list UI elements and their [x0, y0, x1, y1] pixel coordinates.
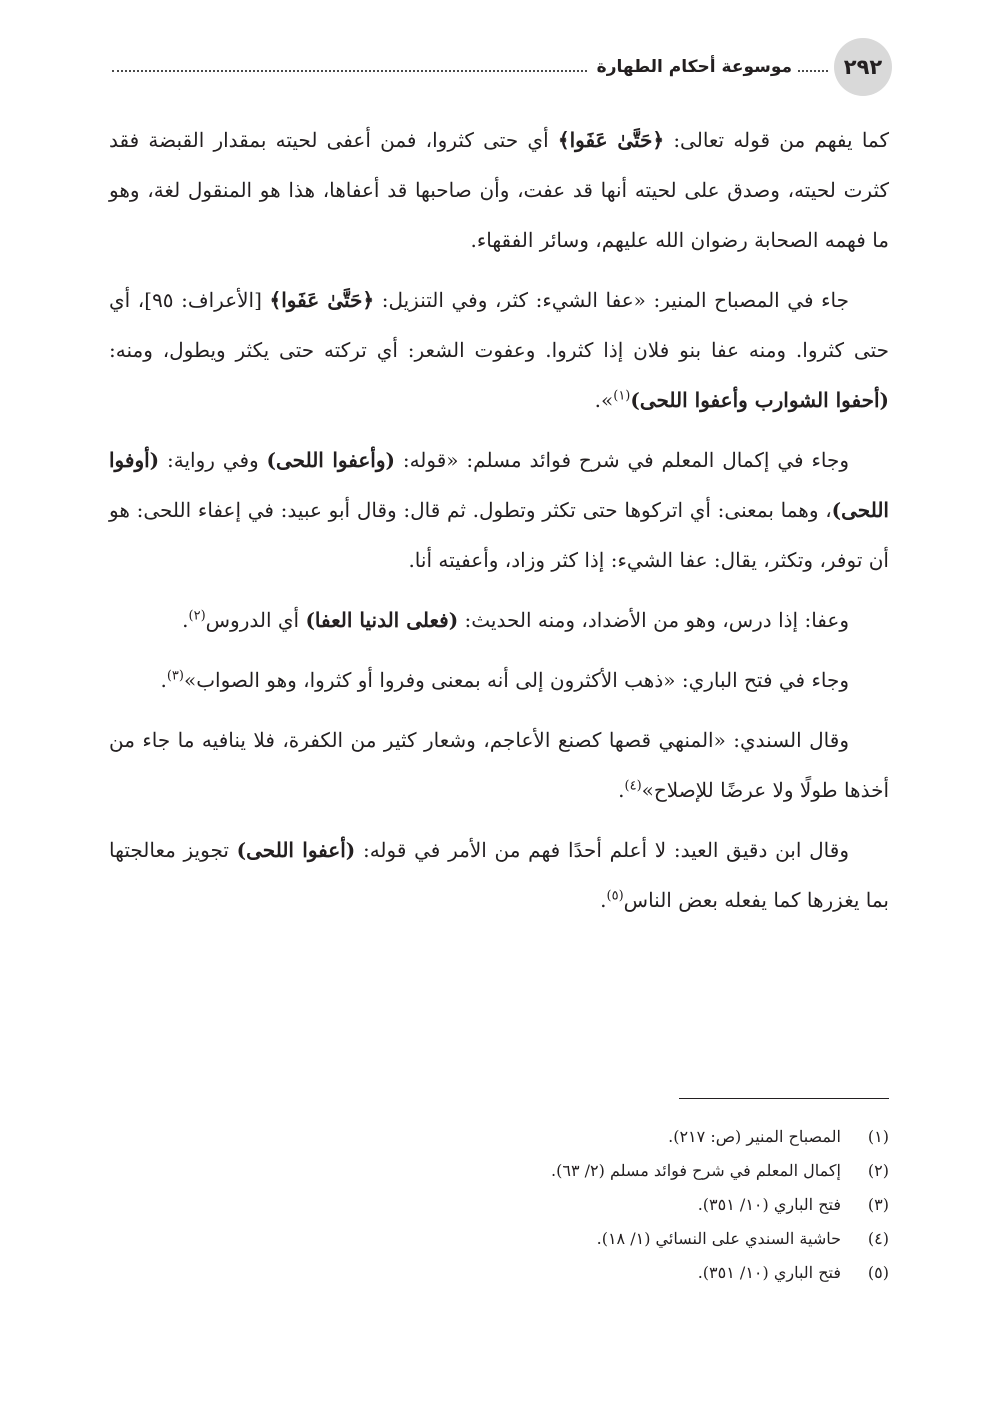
text-run: وقال ابن دقيق العيد: لا أعلم أحدًا فهم من الأمر في قوله:	[355, 838, 849, 862]
text-run: وجاء في إكمال المعلم في شرح فوائد مسلم: «قوله:	[394, 448, 849, 472]
footnote-separator	[679, 1098, 889, 1099]
page-header	[112, 40, 892, 94]
footnote-text: فتح الباري (١٠/ ٣٥١).	[697, 1263, 841, 1282]
footnote-reference: (٢)	[188, 608, 206, 624]
footnote-number: (١)	[867, 1127, 889, 1146]
paragraph	[109, 595, 889, 645]
quran-verse: ﴿حَتَّىٰ عَفَوا﴾	[269, 288, 375, 312]
text-run: تجويز معالجتها بما يغزرها كما يفعله بعض الناس	[109, 838, 889, 912]
text-run: جاء في المصباح المنير: «عفا الشيء: كثر، وفي التنزيل:	[374, 288, 849, 312]
footnote-reference: (٣)	[166, 668, 184, 684]
paragraph	[109, 825, 889, 925]
header-dotted-rule-long	[112, 70, 587, 72]
main-text	[109, 115, 889, 935]
text-run: ، وهما بمعنى: أي اتركوها حتى تكثر وتطول. ثم قال: وقال أبو عبيد: في إعفاء اللحى: هو أن توفر، وتكثر، يقال: عفا الشيء: إذا كثر وزاد، وأعفيته أنا.	[109, 498, 889, 572]
footnote-number: (٤)	[867, 1229, 889, 1248]
footnote-reference: (٤)	[624, 778, 642, 794]
footnote-text: فتح الباري (١٠/ ٣٥١).	[697, 1195, 841, 1214]
footnote-number: (٥)	[867, 1263, 889, 1282]
paragraph	[109, 715, 889, 815]
text-run: .	[600, 888, 607, 912]
text-run: وجاء في فتح الباري: «ذهب الأكثرون إلى أنه بمعنى وفروا أو كثروا، وهو الصواب»	[183, 668, 849, 692]
hadith-quote: (فعلى الدنيا العفا)	[305, 608, 459, 632]
text-run: .	[618, 778, 625, 802]
hadith-quote: (أوفوا اللحى)	[109, 448, 889, 522]
text-run: أي حتى كثروا، فمن أعفى لحيته بمقدار القبضة فقد كثرت لحيته، وصدق على لحيته أنها قد عفت، وأن صاحبها قد أعفاها، هذا هو المنقول لغة، وهو ما فهمه الصحابة رضوان الله عليهم، وسائر الفقهاء.	[109, 128, 889, 252]
footnote-item	[109, 1120, 889, 1154]
footnote-reference: (٥)	[606, 888, 624, 904]
footnote-number: (٢)	[867, 1161, 889, 1180]
text-run: وقال السندي: «المنهي قصها كصنع الأعاجم، وشعار كثير من الكفرة، فلا ينافيه ما جاء من أخذها طولًا ولا عرضًا للإصلاح»	[109, 728, 889, 802]
footnote-number: (٣)	[867, 1195, 889, 1214]
hadith-quote: (أحفوا الشوارب وأعفوا اللحى)	[630, 388, 889, 412]
text-run: .	[160, 668, 167, 692]
footnote-text: حاشية السندي على النسائي (١/ ١٨).	[596, 1229, 841, 1248]
text-run: [الأعراف: ٩٥]، أي حتى كثروا. ومنه عفا بنو فلان إذا كثروا. وعفوت الشعر: أي تركته حتى يكثر ويطول، ومنه:	[109, 288, 889, 362]
hadith-quote: (أعفوا اللحى)	[236, 838, 356, 862]
footnote-item	[109, 1256, 889, 1290]
footnote-text: إكمال المعلم في شرح فوائد مسلم (٢/ ٦٣).	[551, 1161, 841, 1180]
text-run: .	[182, 608, 189, 632]
text-run: ».	[594, 388, 614, 412]
header-dotted-rule-short	[798, 70, 828, 72]
quran-verse: ﴿حَتَّىٰ عَفَوا﴾	[557, 128, 665, 152]
footnote-text: المصباح المنير (ص: ٢١٧).	[668, 1127, 841, 1146]
text-run: وفي رواية:	[159, 448, 267, 472]
text-run: وعفا: إذا درس، وهو من الأضداد، ومنه الحديث:	[458, 608, 849, 632]
paragraph	[109, 435, 889, 585]
footnote-reference: (١)	[613, 388, 631, 404]
paragraph	[109, 655, 889, 705]
text-run: أي الدروس	[205, 608, 306, 632]
hadith-quote: (وأعفوا اللحى)	[266, 448, 395, 472]
paragraph	[109, 115, 889, 265]
footnote-item	[109, 1188, 889, 1222]
footnote-item	[109, 1154, 889, 1188]
text-run: كما يفهم من قوله تعالى:	[664, 128, 889, 152]
paragraph	[109, 275, 889, 425]
page-number: ٢٩٢	[834, 38, 892, 96]
footnotes	[109, 1120, 889, 1290]
running-title: موسوعة أحكام الطهارة	[596, 57, 792, 77]
footnote-item	[109, 1222, 889, 1256]
